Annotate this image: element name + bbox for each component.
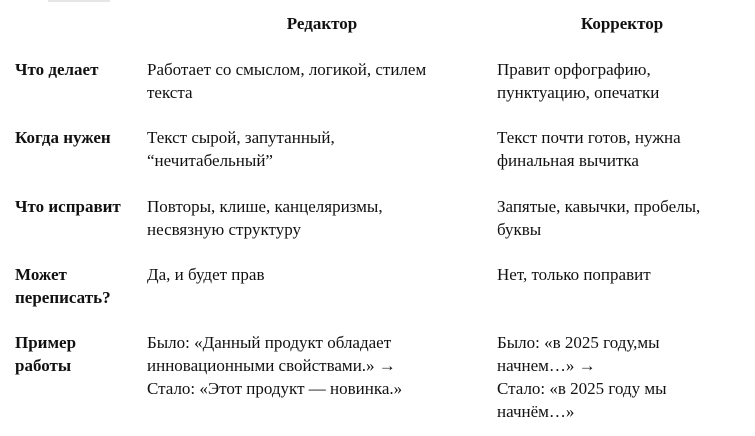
editor-cell-can-rewrite [147,263,497,331]
proofreader-cell-example [497,331,747,431]
proofreader-line: Нет, только поправит [497,265,651,284]
proofreader-line: Стало: «в 2025 году мы [497,379,667,398]
row-label-example [15,331,147,431]
row-label-line: Когда нужен [15,128,111,147]
editor-cell-when-needed [147,126,497,195]
row-label-what-does [15,58,147,126]
proofreader-cell-what-does [497,58,747,126]
editor-cell-what-fixes [147,195,497,263]
proofreader-line: начнём…» [497,402,575,421]
editor-line: текста [147,83,193,102]
editor-line: Повторы, клише, канцеляризмы, [147,197,383,216]
proofreader-cell-when-needed [497,126,747,195]
editor-cell-example [147,331,497,431]
proofreader-line: финальная вычитка [497,151,639,170]
editor-line: Да, и будет прав [147,265,265,284]
top-tab-decoration [48,0,110,2]
editor-line: инновационными свойствами.» → [147,356,396,375]
header-proofreader: Корректор [580,14,664,33]
editor-line: Работает со смыслом, логикой, стилем [147,60,427,79]
header-empty-cell [15,12,147,58]
editor-cell-what-does [147,58,497,126]
comparison-table [15,12,747,431]
proofreader-line: начнем…» → [497,356,596,375]
proofreader-line: Запятые, кавычки, пробелы, [497,197,701,216]
header-editor: Редактор [286,14,358,33]
proofreader-cell-can-rewrite [497,263,747,331]
row-label-when-needed [15,126,147,195]
row-label-line: переписать? [15,288,111,307]
editor-line: “нечитабельный” [147,151,273,170]
row-label-line: Пример [15,333,77,352]
editor-line: Текст сырой, запутанный, [147,128,335,147]
proofreader-cell-what-fixes [497,195,747,263]
proofreader-line: Текст почти готов, нужна [497,128,681,147]
row-label-line: работы [15,356,72,375]
row-label-line: Может [15,265,67,284]
row-label-line: Что исправит [15,197,121,216]
row-label-can-rewrite [15,263,147,331]
proofreader-line: Было: «в 2025 году,мы [497,333,660,352]
editor-line: Было: «Данный продукт обладает [147,333,392,352]
row-label-what-fixes [15,195,147,263]
row-label-line: Что делает [15,60,99,79]
editor-line: несвязную структуру [147,220,301,239]
editor-line: Стало: «Этот продукт — новинка.» [147,379,403,398]
proofreader-line: Правит орфографию, [497,60,651,79]
proofreader-line: буквы [497,220,542,239]
proofreader-line: пунктуацию, опечатки [497,83,660,102]
